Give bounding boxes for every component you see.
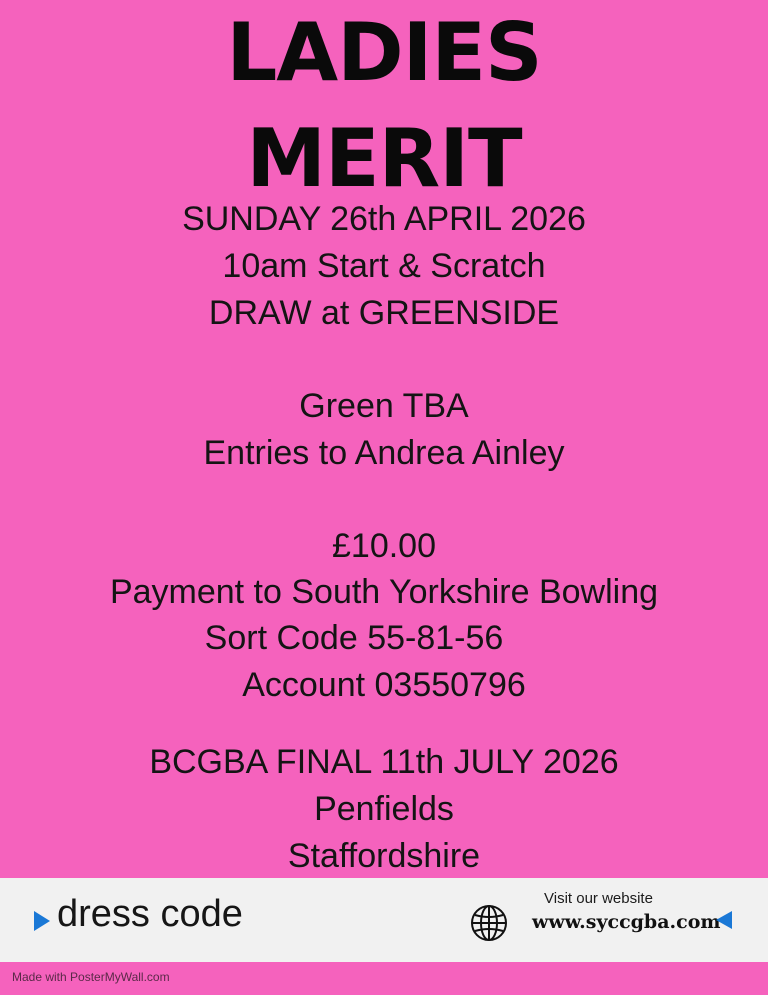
draw-info: DRAW at GREENSIDE: [208, 294, 560, 332]
watermark-text: Made with PosterMyWall.com: [12, 970, 170, 984]
green-info: Green TBA: [299, 387, 469, 425]
website-link[interactable]: www.syccgba.com: [532, 911, 721, 933]
dress-code-label: dress code: [57, 893, 243, 935]
entry-fee: £10.00: [332, 527, 436, 565]
title-line-1: LADIES: [226, 6, 542, 99]
start-time: 10am Start & Scratch: [222, 247, 546, 285]
sort-code: Sort Code 55-81-56: [204, 619, 504, 657]
account-number: Account 03550796: [242, 666, 526, 704]
footer-bar: [0, 878, 768, 962]
play-arrow-icon: [34, 911, 50, 931]
entries-contact: Entries to Andrea Ainley: [203, 434, 565, 472]
final-county: Staffordshire: [287, 837, 481, 875]
arrow-left-icon: [716, 911, 732, 929]
final-title: BCGBA FINAL 11th JULY 2026: [149, 743, 619, 781]
visit-website-label: Visit our website: [544, 890, 653, 907]
globe-icon: [470, 904, 508, 942]
final-venue: Penfields: [314, 790, 454, 828]
event-date: SUNDAY 26th APRIL 2026: [182, 200, 586, 238]
title-line-2: MERIT: [246, 112, 522, 205]
payment-payee: Payment to South Yorkshire Bowling: [109, 573, 659, 611]
